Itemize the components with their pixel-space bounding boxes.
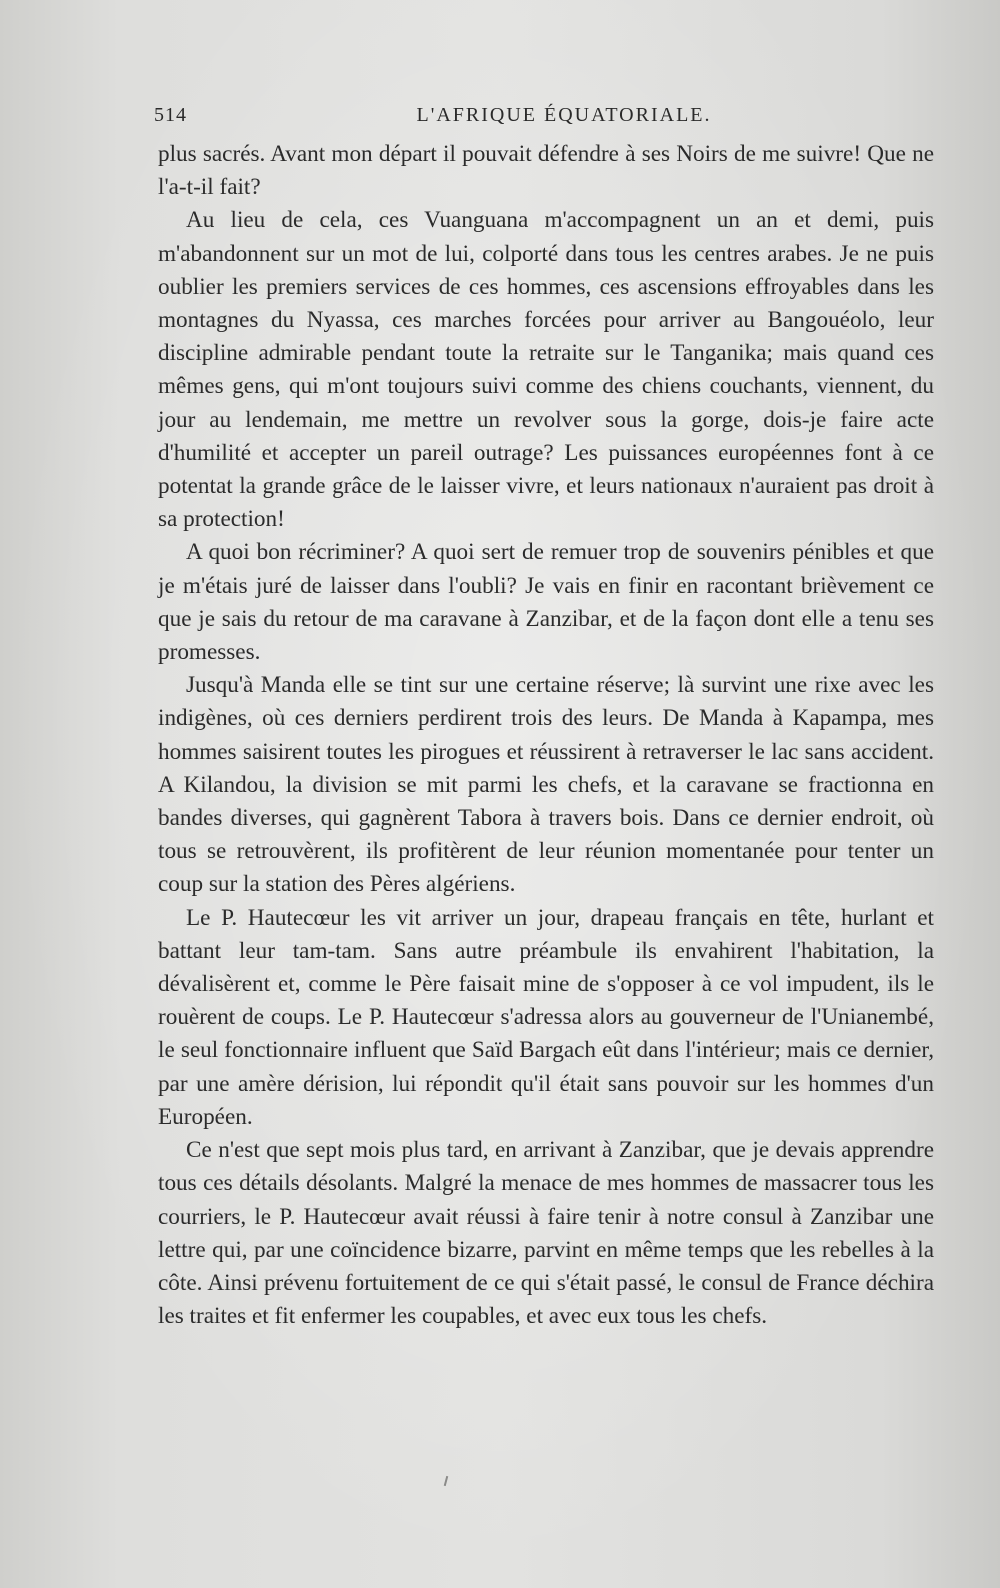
- page-number: 514: [154, 104, 187, 126]
- paragraph-3: A quoi bon récriminer? A quoi sert de remuer trop de souvenirs pénibles et que je m'étais juré de laisser dans l'oubli? Je vais en finir en racontant brièvement ce que je sais du retour de ma caravane à Zanzibar, et de la façon dont elle a tenu ses promesses.: [158, 539, 934, 666]
- body-text: [158, 138, 934, 1333]
- paragraph-6: Ce n'est que sept mois plus tard, en arrivant à Zanzibar, que je devais apprendre tous ces détails désolants. Malgré la menace de mes hommes de massacrer tous les courriers, le P. Hautecœur avait réussi à faire tenir à notre consul à Zanzibar une lettre qui, par une coïncidence bizarre, parvint en même temps que les rebelles à la côte. Ainsi prévenu fortuitement de ce qui s'était passé, le consul de France déchira les traites et fit enfermer les coupables, et avec eux tous les chefs.: [158, 1137, 934, 1330]
- paragraph-2: Au lieu de cela, ces Vuanguana m'accompagnent un an et demi, puis m'abandonnent sur un mot de lui, colporté dans tous les centres arabes. Je ne puis oublier les premiers services de ces hommes, ces ascensions effroyables dans les montagnes du Nyassa, ces marches forcées pour arriver au Bangouéolo, leur discipline admirable pendant toute la retraite sur le Tanganika; mais quand ces mêmes gens, qui m'ont toujours suivi comme des chiens couchants, viennent, du jour au lendemain, me mettre un revolver sous la gorge, dois-je faire acte d'humilité et accepter un pareil outrage? Les puissances européennes font à ce potentat la grande grâce de le laisser vivre, et leurs nationaux n'auraient pas droit à sa protection!: [158, 207, 934, 533]
- running-title: L'AFRIQUE ÉQUATORIALE.: [416, 104, 712, 126]
- running-head: [154, 104, 934, 134]
- paragraph-4: Jusqu'à Manda elle se tint sur une certaine réserve; là survint une rixe avec les indigènes, où ces derniers perdirent trois des leurs. De Manda à Kapampa, mes hommes saisirent toutes les pirogues et réussirent à retraverser le lac sans accident. A Kilandou, la division se mit parmi les chefs, et la caravane se fractionna en bandes diverses, qui gagnèrent Tabora à travers bois. Dans ce dernier endroit, où tous se retrouvèrent, ils profitèrent de leur réunion momentanée pour tenter un coup sur la station des Pères algériens.: [158, 672, 934, 898]
- paragraph-1: plus sacrés. Avant mon départ il pouvait défendre à ses Noirs de me suivre! Que ne l'a-t-il fait?: [158, 141, 934, 201]
- pencil-mark: [444, 1476, 449, 1486]
- paragraph-5: Le P. Hautecœur les vit arriver un jour, drapeau français en tête, hurlant et battant leur tam-tam. Sans autre préambule ils envahirent l'habitation, la dévalisèrent et, comme le Père faisait mine de s'opposer à ce vol impudent, ils le rouèrent de coups. Le P. Hautecœur s'adressa alors au gouverneur de l'Unianembé, le seul fonctionnaire influent que Saïd Bargach eût dans l'intérieur; mais ce dernier, par une amère dérision, lui répondit qu'il était sans pouvoir sur les hommes d'un Européen.: [158, 904, 934, 1130]
